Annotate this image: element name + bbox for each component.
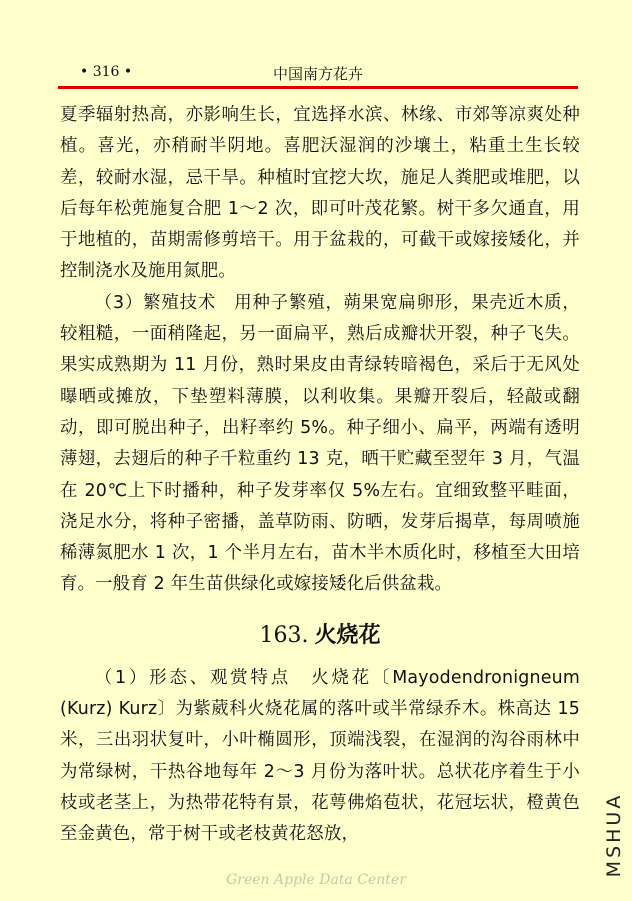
page-number: • 316 •	[80, 64, 133, 80]
section-number: 163.	[259, 622, 309, 648]
body-text	[60, 100, 580, 851]
side-logo-text: MSHUA	[603, 792, 625, 878]
watermark: Green Apple Data Center	[226, 872, 406, 888]
header-rule	[58, 86, 578, 89]
paragraph-propagation: （3）繁殖技术 用种子繁殖，蒴果宽扁卵形，果壳近木质，较粗糙，一面稍隆起，另一面扁平，熟后成瓣状开裂，种子飞失。果实成熟期为 11 月份，熟时果皮由青绿转暗褐色，采后于无风处曝晒或摊放，下垫塑料薄膜，以利收集。果瓣开裂后，轻敲或翻动，即可脱出种子，出籽率约 5%。种子细小、扁平，两端有透明薄翅，去翅后的种子千粒重约 13 克，晒干贮藏至翌年 3 月，气温在 20℃上下时播种，种子发芽率仅 5%左右。宜细致整平畦面，浇足水分，将种子密播，盖草防雨、防晒，发芽后揭草，每周喷施稀薄氮肥水 1 次，1 个半月左右，苗木半木质化时，移植至大田培育。一般育 2 年生苗供绿化或嫁接矮化后供盆栽。	[60, 292, 580, 595]
page-header	[58, 60, 578, 86]
paragraph-morphology: （1）形态、观赏特点 火烧花〔Mayodendronigneum (Kurz) Kurz〕为紫葳科火烧花属的落叶或半常绿乔木。株高达 15 米，三出羽状复叶，小叶椭圆形，顶端浅裂，在湿润的沟谷雨林中为常绿树，干热谷地每年 2～3 月份为落叶状。总状花序着生于小枝或老茎上，为热带花特有景，花萼佛焰苞状，花冠坛状，橙黄色至金黄色，常于树干或老枝黄花怒放，	[60, 667, 580, 845]
running-title: 中国南方花卉	[272, 65, 363, 83]
section-title: 火烧花	[314, 622, 381, 648]
paragraph-cultivation: 夏季辐射热高，亦影响生长，宜选择水滨、林缘、市郊等凉爽处种植。喜光，亦稍耐半阴地。喜肥沃湿润的沙壤土，粘重土生长较差，较耐水湿，忌干旱。种植时宜挖大坎，施足人粪肥或堆肥，以后每年松蔸施复合肥 1～2 次，即可叶茂花繁。树干多欠通直，用于地植的，苗期需修剪培干。用于盆栽的，可截干或嫁接矮化，并控制浇水及施用氮肥。	[60, 105, 580, 282]
section-heading	[60, 619, 580, 653]
